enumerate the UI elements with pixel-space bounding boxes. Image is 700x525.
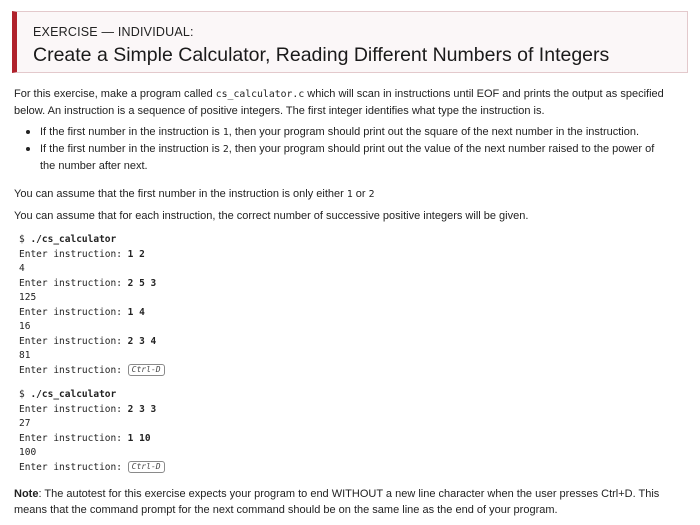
assumption-text-mid: or	[352, 188, 369, 200]
bullet-code: 2	[222, 144, 229, 155]
ctrl-d-key: Ctrl-D	[128, 461, 165, 473]
exercise-title: Create a Simple Calculator, Reading Different Numbers of Integers	[33, 44, 610, 66]
bullet-text: If the first number in the instruction is	[40, 126, 223, 138]
terminal-output: 81	[19, 350, 31, 361]
shell-command: ./cs_calculator	[30, 234, 117, 245]
prompt-label: Enter instruction:	[19, 403, 128, 415]
autotest-note	[14, 486, 686, 518]
bullet-icon	[26, 147, 30, 151]
user-input: 2 5 3	[127, 277, 157, 289]
terminal-output: 16	[19, 321, 31, 332]
note-label: Note	[14, 488, 39, 500]
ctrl-d-key: Ctrl-D	[128, 364, 165, 376]
user-input: 1 2	[127, 248, 145, 260]
prompt-label: Enter instruction:	[19, 335, 128, 347]
intro-text: For this exercise, make a program called	[14, 88, 216, 100]
prompt-label: Enter instruction:	[19, 306, 128, 318]
bullet-icon	[26, 130, 30, 134]
prompt-label: Enter instruction:	[19, 432, 128, 444]
assumption-code-b: 2	[368, 189, 375, 200]
intro-line2: below. An instruction is a sequence of positive integers. The first integer identifies what type the instruction is.	[14, 105, 545, 117]
list-item	[40, 141, 700, 174]
prompt-label: Enter instruction:	[19, 277, 128, 289]
terminal-output: 100	[19, 447, 37, 458]
bullet-text-line2: the number after next.	[40, 160, 148, 172]
assumption-2: You can assume that for each instruction, the correct number of successive positive integers will be given.	[14, 210, 529, 222]
terminal-line	[19, 461, 419, 476]
note-text-line2: means that the command prompt for the next command should be on the same line as the end of your program.	[14, 504, 558, 516]
terminal-line	[19, 403, 419, 418]
terminal-line	[19, 432, 419, 447]
command-line	[19, 388, 419, 403]
bullet-text-cont: , then your program should print out the square of the next number in the instruction.	[228, 126, 640, 138]
prompt-label: Enter instruction:	[19, 461, 128, 473]
bullet-text-cont: , then your program should print out the value of the next number raised to the power of	[228, 143, 655, 155]
terminal-output: 4	[19, 263, 25, 274]
user-input: 1 4	[127, 306, 145, 318]
terminal-line	[19, 248, 419, 263]
terminal-line	[19, 335, 419, 350]
command-line	[19, 233, 419, 248]
terminal-line	[19, 277, 419, 292]
user-input: 1 10	[127, 432, 151, 444]
exercise-header	[12, 11, 688, 73]
terminal-line	[19, 364, 419, 379]
filename-code: cs_calculator.c	[215, 89, 305, 100]
bullet-text: If the first number in the instruction is	[40, 143, 223, 155]
example-session-2	[19, 388, 419, 475]
terminal-output: 125	[19, 292, 37, 303]
user-input: 2 3 3	[127, 403, 157, 415]
prompt-label: Enter instruction:	[19, 248, 128, 260]
assumption-1	[14, 186, 686, 203]
example-session-1	[19, 233, 419, 378]
exercise-kicker: EXERCISE — INDIVIDUAL:	[33, 25, 194, 39]
note-text: : The autotest for this exercise expects your program to end WITHOUT a new line character when the user presses Ctrl+D. This	[38, 488, 660, 500]
shell-command: ./cs_calculator	[30, 389, 117, 400]
assumption-text: You can assume that the first number in the instruction is only either	[14, 188, 347, 200]
shell-prompt: $	[19, 389, 31, 400]
terminal-output: 27	[19, 418, 31, 429]
user-input: 2 3 4	[127, 335, 157, 347]
shell-prompt: $	[19, 234, 31, 245]
bullet-code: 1	[222, 127, 229, 138]
terminal-line	[19, 306, 419, 321]
assumption-code-a: 1	[346, 189, 353, 200]
intro-paragraph	[14, 86, 686, 119]
prompt-label: Enter instruction:	[19, 364, 128, 376]
instruction-list	[14, 124, 700, 174]
list-item	[40, 124, 700, 141]
intro-text-cont: which will scan in instructions until EOF and prints the output as specified	[304, 88, 664, 100]
